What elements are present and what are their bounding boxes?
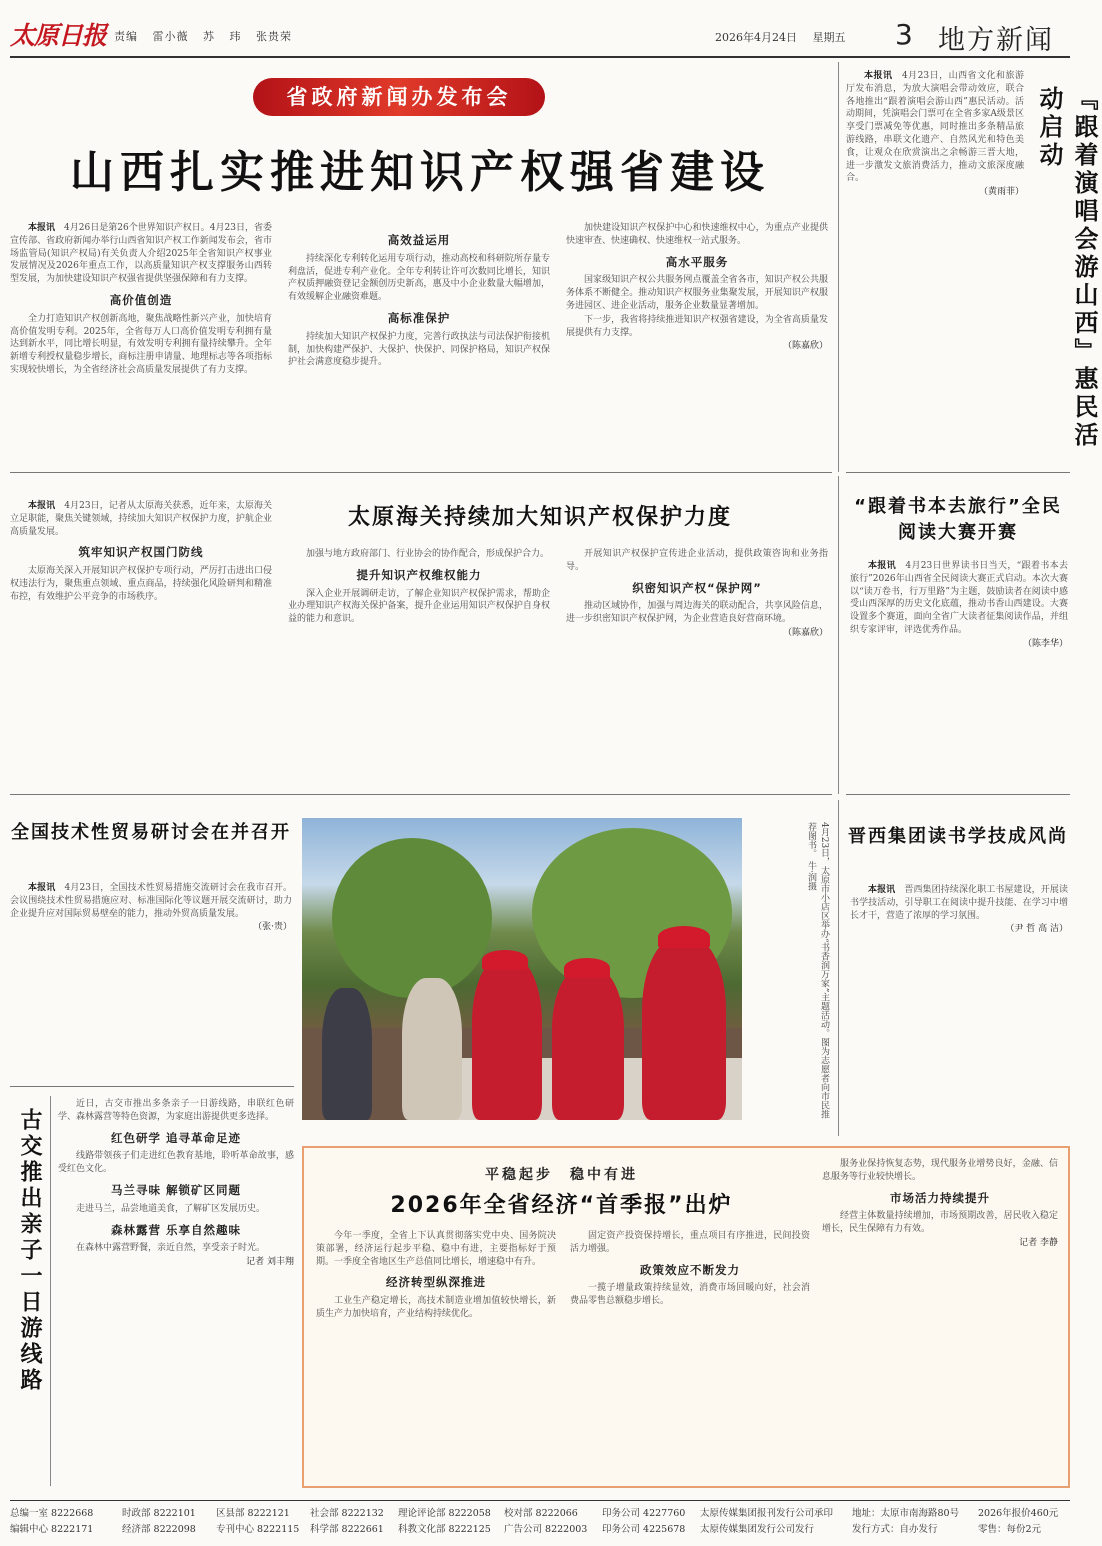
editor-name: 张贵荣 — [256, 30, 292, 43]
subheading: 政策效应不断发力 — [640, 1262, 740, 1277]
paragraph: 近日，古交市推出多条亲子一日游线路，串联红色研学、森林露营等特色资源，为家庭出游提供更多选择。 — [58, 1099, 294, 1122]
paragraph: 一揽子增量政策持续显效，消费市场回暖向好，社会消费品零售总额稳步增长。 — [570, 1283, 810, 1307]
economy-kicker: 平稳起步 稳中有进 — [485, 1167, 638, 1183]
footer-item: 地址：太原市南海路80号 — [852, 1508, 960, 1519]
footer-item: 印务公司 4227760 — [602, 1508, 686, 1519]
photo-volunteer — [472, 958, 542, 1120]
divider — [10, 1086, 294, 1087]
column-divider — [838, 800, 839, 1136]
paragraph: 4月26日是第26个世界知识产权日。4月23日，省委宣传部、省政府新闻办举行山西省知识产权工作新闻发布会，省市场监管局(知识产权局)有关负责人介绍2025年全省知识产权事业发展情况及2026年重点工作，以高质量知识产权支撑服务山西转型发展，为加快建设知识产权强省提供坚强保障和有力支撑。 — [10, 223, 272, 285]
editor-name: 玮 — [229, 30, 242, 43]
newspaper-logo: 太原日报 — [10, 21, 107, 50]
byline: 记者 李静 — [1019, 1237, 1058, 1248]
footer-contacts — [10, 1500, 1070, 1540]
press-conference-banner: 省政府新闻办发布会 — [253, 78, 545, 116]
photo-person — [322, 988, 372, 1120]
editor-name: 雷小薇 — [152, 30, 189, 43]
paragraph: 今年一季度，全省上下认真贯彻落实党中央、国务院决策部署，经济运行起步平稳、稳中有进，主要指标好于预期。一季度全省地区生产总值同比增长，增速稳中有升。 — [316, 1231, 556, 1267]
editor-label: 责编 — [114, 30, 138, 43]
paragraph: 推动区域协作，加强与周边海关的联动配合，共享风险信息，进一步织密知识产权保护网，为企业营造良好营商环境。 — [566, 601, 828, 625]
editor-name: 苏 — [203, 30, 215, 43]
economy-column-3 — [822, 1158, 1058, 1480]
subheading: 经济转型纵深推进 — [386, 1275, 486, 1290]
subheading: 红色研学 追寻革命足迹 — [110, 1130, 241, 1145]
subheading: 筑牢知识产权国门防线 — [78, 545, 204, 560]
feature-column-2 — [288, 222, 550, 466]
publication-date — [715, 29, 858, 45]
economy-headline: 2026年全省经济“首季报”出炉 — [390, 1193, 733, 1218]
photo-volunteer — [642, 938, 726, 1120]
paragraph: 固定资产投资保持增长，重点项目有序推进，民间投资活力增强。 — [570, 1231, 810, 1254]
footer-item: 印务公司 4225678 — [602, 1524, 686, 1535]
masthead-rule — [10, 56, 1070, 58]
trade-article — [10, 882, 292, 1062]
weekday: 星期五 — [812, 31, 846, 44]
economy-column-2 — [570, 1230, 810, 1480]
byline: （尹 哲 高 洁） — [1005, 924, 1068, 935]
subheading: 马兰寻味 解锁矿区同题 — [110, 1182, 241, 1197]
footer-item: 广告公司 8222003 — [504, 1524, 588, 1535]
customs-column-2 — [288, 548, 550, 786]
reading-article — [850, 560, 1068, 788]
caption-text: 4月23日，太原市小店区举办“书香润万家”主题活动。图为志愿者向市民推荐图书。 — [806, 822, 829, 1119]
column-divider — [838, 476, 839, 794]
jinxi-article — [850, 884, 1068, 1130]
footer-item: 零售：每份2元 — [978, 1524, 1042, 1535]
photo-credit: 牛·润摄 — [806, 860, 816, 891]
paragraph: 开展知识产权保护宣传进企业活动，提供政策咨询和业务指导。 — [566, 549, 828, 572]
jinxi-headline: 晋西集团读书学技成风尚 — [848, 826, 1068, 847]
footer-item: 科学部 8222661 — [310, 1524, 384, 1535]
footer-item: 社会部 8222132 — [310, 1508, 384, 1519]
footer-item: 科教文化部 8222125 — [398, 1524, 491, 1535]
byline: （陈嘉欣） — [782, 341, 828, 352]
trade-headline: 全国技术性贸易研讨会在并召开 — [11, 822, 291, 843]
subheading: 高价值创造 — [109, 292, 173, 307]
photo-caption — [746, 822, 830, 1122]
paragraph: 国家级知识产权公共服务网点覆盖全省各市，知识产权公共服务体系不断健全。推动知识产权服务业集聚发展，开展知识产权服务进园区、进企业活动，服务企业数量显著增加。 — [566, 275, 828, 311]
divider — [10, 472, 832, 473]
footer-item: 2026年报价460元 — [978, 1508, 1059, 1519]
feature-column-1 — [10, 222, 272, 466]
byline: 记者 刘丰翔 — [246, 1257, 294, 1268]
editor-credits — [114, 28, 302, 44]
lead-tag: 本报讯 — [868, 885, 896, 895]
subheading: 高标准保护 — [387, 310, 451, 325]
economy-column-1 — [316, 1230, 556, 1480]
subheading: 织密知识产权“保护网” — [632, 580, 762, 595]
news-photo — [302, 818, 742, 1120]
customs-column-3 — [566, 548, 828, 786]
lead-tag: 本报讯 — [28, 883, 56, 893]
masthead — [10, 14, 1070, 54]
footer-item: 太原传媒集团发行公司发行 — [700, 1524, 815, 1535]
concert-headline: 『跟着演唱会游山西』惠民活动启动 — [1035, 86, 1098, 450]
paragraph: 4月23日，山西省文化和旅游厅发布消息，为放大演唱会带动效应，联合各地推出“跟着演唱会游山西”惠民活动。活动期间，凭演唱会门票可在全省多家A级景区享受门票减免等优惠，同时推出多条精品旅游线路，串联文化遗产、自然风光和特色美食，让观众在欣赏演出之余畅游三晋大地，进一步激发文旅消费活力，推动文旅深度融合。 — [846, 71, 1024, 184]
divider — [846, 472, 1070, 473]
gujiao-headline: 古交推出亲子一日游线路 — [17, 1108, 42, 1394]
paragraph: 下一步，我省将持续推进知识产权强省建设，为全省高质量发展提供有力支撑。 — [566, 314, 828, 338]
lead-tag: 本报讯 — [868, 561, 897, 571]
lead-tag: 本报讯 — [864, 71, 893, 81]
subheading: 高效益运用 — [387, 233, 451, 247]
subheading: 森林露营 乐享自然趣味 — [110, 1222, 241, 1237]
subheading: 市场活力持续提升 — [890, 1190, 990, 1205]
footer-item: 编辑中心 8222171 — [10, 1524, 94, 1535]
footer-item: 发行方式：自办发行 — [852, 1524, 938, 1535]
footer-item: 总编一室 8222668 — [10, 1508, 94, 1519]
byline: （黄雨菲） — [978, 187, 1024, 198]
footer-item: 理论评论部 8222058 — [398, 1508, 491, 1519]
photo-volunteer — [552, 968, 624, 1120]
customs-headline: 太原海关持续加大知识产权保护力度 — [347, 505, 732, 530]
paragraph: 在森林中露营野餐，亲近自然，享受亲子时光。 — [76, 1243, 266, 1254]
paragraph: 工业生产稳定增长，高技术制造业增加值较快增长，新质生产力加快培育，产业结构持续优化。 — [316, 1296, 556, 1319]
subheading: 提升知识产权维权能力 — [356, 567, 482, 582]
paragraph: 深入企业开展调研走访，了解企业知识产权保护需求，帮助企业办理知识产权海关保护备案，提升企业运用知识产权保护自身权益的能力和意识。 — [288, 588, 550, 625]
reading-headline: “跟着书本去旅行”全民阅读大赛开赛 — [854, 496, 1062, 543]
paragraph: 晋西集团持续深化职工书屋建设，开展读书学技活动，引导职工在阅读中提升技能、在学习中增长才干，营造了浓厚的学习氛围。 — [850, 885, 1068, 921]
photo-cap — [482, 950, 528, 970]
byline: （张·贵） — [253, 922, 292, 933]
footer-item: 校对部 8222066 — [504, 1508, 578, 1519]
lead-tag: 本报讯 — [28, 223, 56, 233]
gujiao-article — [58, 1098, 294, 1488]
paragraph: 加快建设知识产权保护中心和快速维权中心，为重点产业提供快速审查、快速确权、快速维权一站式服务。 — [566, 223, 828, 246]
paragraph: 走进马兰，品尝地道美食，了解矿区发展历史。 — [76, 1203, 266, 1214]
paragraph: 加强与地方政府部门、行业协会的协作配合，形成保护合力。 — [306, 549, 550, 559]
paragraph: 4月23日世界读书日当天，“跟着书本去旅行”2026年山西省全民阅读大赛正式启动。本次大赛以“读万卷书，行万里路”为主题，鼓励读者在阅读中感受山西深厚的历史文化底蕴，推动书香山西建设。大赛设置多个赛道，面向全省广大读者征集阅读作品，并组织专家评审，评选优秀作品。 — [850, 561, 1068, 635]
paragraph: 4月23日，记者从太原海关获悉，近年来，太原海关立足职能，聚焦关键领域，持续加大知识产权保护力度，护航企业高质量发展。 — [10, 501, 272, 537]
section-title: 地方新闻 — [938, 25, 1054, 56]
photo-person — [402, 978, 462, 1120]
subheading: 高水平服务 — [665, 254, 729, 269]
footer-item: 区县部 8222121 — [216, 1508, 290, 1519]
main-headline: 山西扎实推进知识产权强省建设 — [70, 147, 770, 198]
footer-item: 经济部 8222098 — [122, 1524, 196, 1535]
lead-tag: 本报讯 — [28, 501, 56, 511]
feature-column-3 — [566, 222, 828, 466]
paragraph: 持续深化专利转化运用专项行动，推动高校和科研院所存量专利盘活，促进专利产业化。全年专利转让许可次数同比增长，知识产权质押融资登记金额创历史新高，惠及中小企业数量大幅增加，有效缓解企业融资难题。 — [288, 253, 550, 303]
divider — [10, 794, 832, 795]
concert-article — [846, 70, 1024, 454]
byline: （陈李华） — [1022, 638, 1068, 649]
paragraph: 服务业保持恢复态势，现代服务业增势良好，金融、信息服务等行业较快增长。 — [822, 1159, 1058, 1182]
photo-tree — [332, 838, 492, 998]
paragraph: 经营主体数量持续增加，市场预期改善，居民收入稳定增长，民生保障有力有效。 — [822, 1211, 1058, 1235]
byline: （陈嘉欣） — [782, 627, 828, 638]
paragraph: 持续加大知识产权保护力度，完善行政执法与司法保护衔接机制，加快构建严保护、大保护、快保护、同保护格局，知识产权保护社会满意度稳步提升。 — [288, 331, 550, 368]
paragraph: 线路带领孩子们走进红色教育基地，聆听革命故事，感受红色文化。 — [58, 1151, 294, 1175]
economy-report-box — [302, 1146, 1070, 1488]
footer-item: 专刊中心 8222115 — [216, 1524, 300, 1535]
paragraph: 全力打造知识产权创新高地，聚焦战略性新兴产业，加快培育高价值发明专利。2025年，全省每万人口高价值发明专利拥有量达到新水平，同比增长明显，有效发明专利拥有量持续攀升。全年新增专利授权量稳步增长，商标注册申请量、地理标志等各项指标实现较快增长，为全省经济社会高质量发展提供了有力支撑。 — [10, 313, 272, 375]
divider — [846, 794, 1070, 795]
column-divider — [838, 62, 839, 472]
footer-item: 太原传媒集团报刊发行公司承印 — [700, 1508, 834, 1519]
photo-cap — [658, 926, 710, 948]
page-number: 3 — [895, 18, 913, 51]
column-divider — [50, 1096, 51, 1486]
paragraph: 4月23日，全国技术性贸易措施交流研讨会在我市召开。会议围绕技术性贸易措施应对、标准国际化等议题开展交流研讨，助力企业提升应对国际贸易壁垒的能力，推动外贸高质量发展。 — [10, 883, 292, 919]
footer-item: 时政部 8222101 — [122, 1508, 196, 1519]
paragraph: 太原海关深入开展知识产权保护专项行动，严厉打击进出口侵权违法行为，聚焦重点领域、重点商品，持续强化风险研判和精准布控，有效维护公平竞争的市场秩序。 — [10, 566, 272, 602]
date: 2026年4月24日 — [715, 31, 797, 44]
photo-cap — [564, 958, 610, 978]
customs-column-1 — [10, 500, 272, 786]
